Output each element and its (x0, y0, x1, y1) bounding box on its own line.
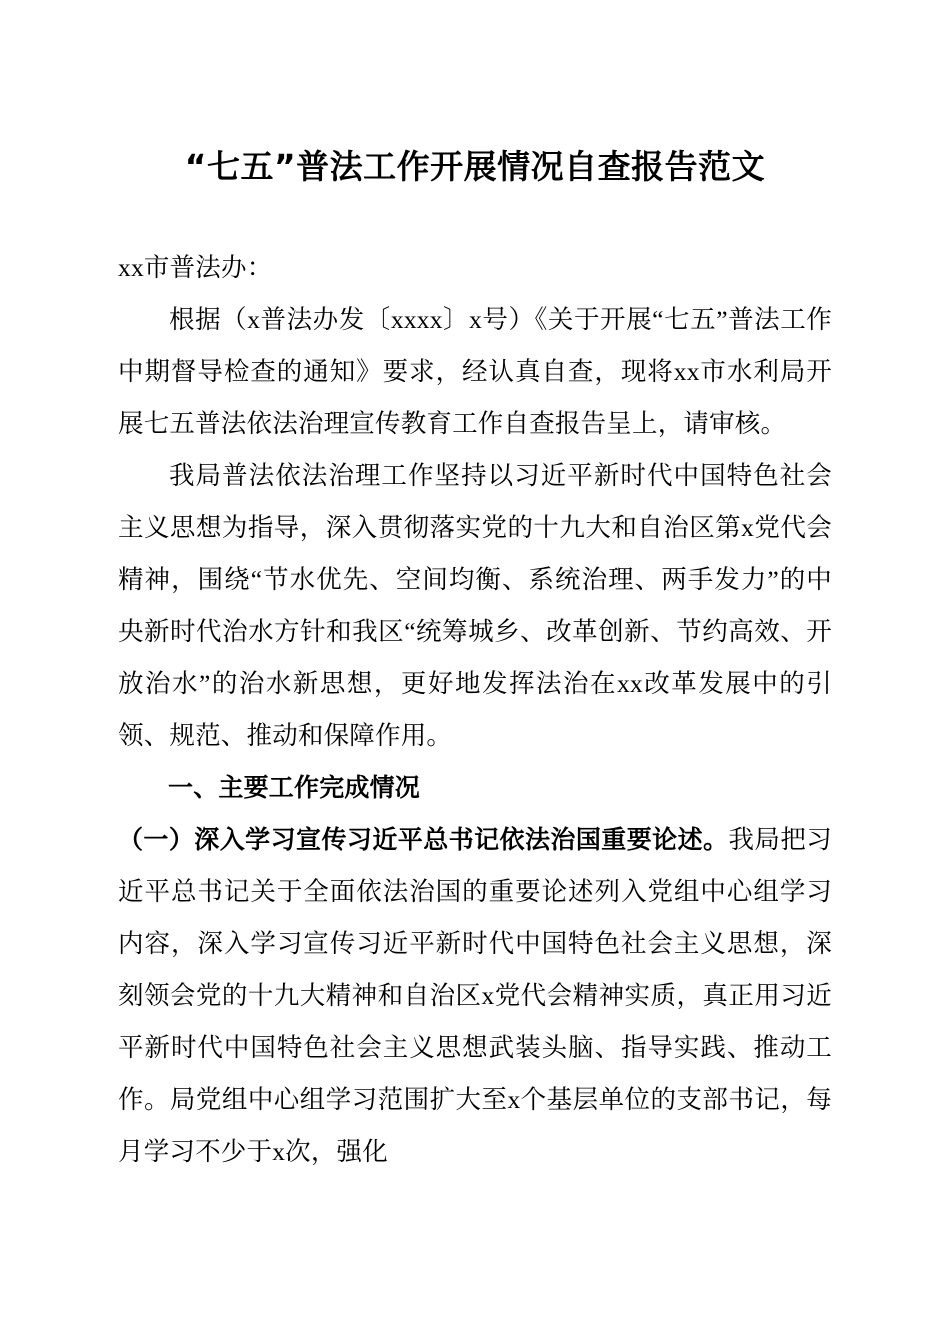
section-heading-1: 一、主要工作完成情况 (168, 773, 421, 802)
paragraph-2: 我局普法依法治理工作坚持以习近平新时代中国特色社会主义思想为指导，深入贯彻落实党的十九大和自治区第x党代会精神，围绕“节水优先、空间均衡、系统治理、两手发力”的中央新时代治水方针和我区“统筹城乡、改革创新、节约高效、开放治水”的治水新思想，更好地发挥法治在xx改革发展中的引领、规范、推动和保障作用。 (118, 461, 832, 750)
subsection-1-lead: （一）深入学习宣传习近平总书记依法治国重要论述。 (118, 825, 729, 854)
recipient-line: xx市普法办： (118, 253, 273, 282)
subsection-1-block (118, 814, 832, 1178)
subsection-1-text: 我局把习近平总书记关于全面依法治国的重要论述列入党组中心组学习内容，深入学习宣传习近平新时代中国特色社会主义思想，深刻领会党的十九大精神和自治区x党代会精神实质，真正用习近平新时代中国特色社会主义思想武装头脑、指导实践、推动工作。局党组中心组学习范围扩大至x个基层单位的支部书记，每月学习不少于x次，强化 (118, 825, 832, 1166)
paragraph-1: 根据（x普法办发〔xxxx〕x号）《关于开展“七五”普法工作中期督导检查的通知》要求，经认真自查，现将xx市水利局开展七五普法依法治理宣传教育工作自查报告呈上，请审核。 (118, 305, 832, 438)
document-body (118, 242, 832, 1178)
document-title: “七五”普法工作开展情况自查报告范文 (184, 147, 766, 186)
